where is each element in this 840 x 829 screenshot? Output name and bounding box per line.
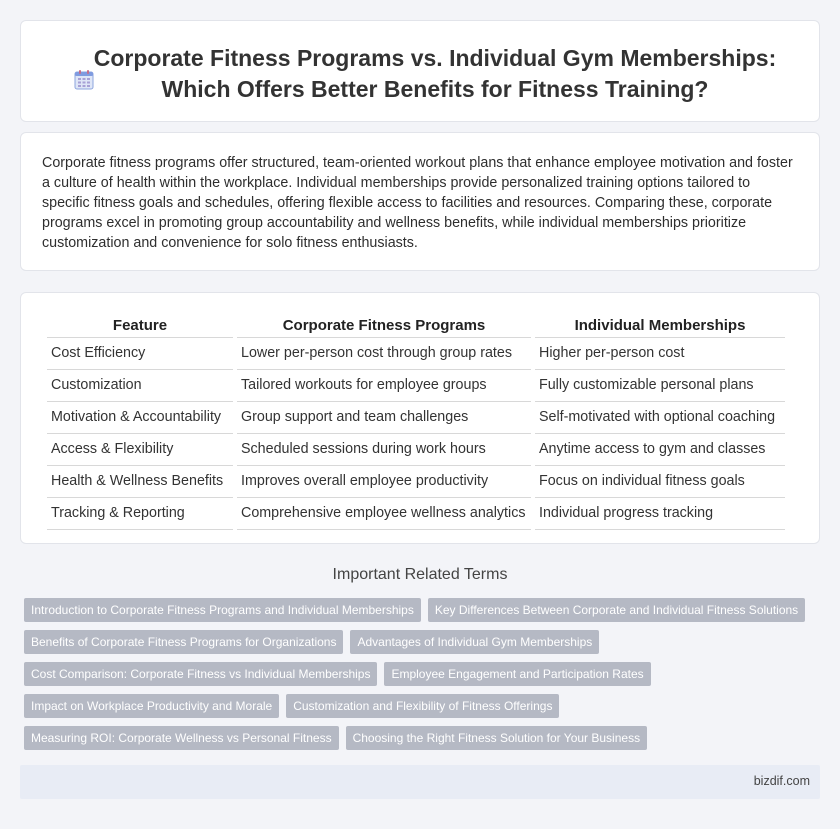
related-term-link[interactable]: Introduction to Corporate Fitness Programs and Individual Memberships [24,598,421,622]
related-term-link[interactable]: Choosing the Right Fitness Solution for Your Business [346,726,648,750]
table-cell: Focus on individual fitness goals [535,466,785,498]
table-row [47,434,785,466]
table-row [47,498,785,530]
column-header-corporate: Corporate Fitness Programs [237,315,531,338]
table-row [47,466,785,498]
tag-row [24,662,824,686]
table-cell: Tailored workouts for employee groups [237,370,531,402]
table-cell: Customization [47,370,233,402]
comparison-card [20,292,820,544]
table-cell: Lower per-person cost through group rates [237,338,531,370]
related-term-link[interactable]: Benefits of Corporate Fitness Programs for Organizations [24,630,343,654]
table-cell: Anytime access to gym and classes [535,434,785,466]
table-cell: Improves overall employee productivity [237,466,531,498]
intro-paragraph: Corporate fitness programs offer structured, team-oriented workout plans that enhance employee motivation and foster a culture of health within the workplace. Individual memberships provide personalized training options tailored to specific fitness goals and schedules, offering flexible access to facilities and resources. Comparing these, corporate programs excel in promoting group accountability and wellness benefits, while individual memberships prioritize customization and convenience for solo fitness enthusiasts. [42,155,793,251]
related-terms-list [24,598,824,758]
title-wrap [21,43,819,105]
related-term-link[interactable]: Impact on Workplace Productivity and Morale [24,694,279,718]
related-term-link[interactable]: Customization and Flexibility of Fitness Offerings [286,694,559,718]
column-header-individual: Individual Memberships [535,315,785,338]
related-term-link[interactable]: Cost Comparison: Corporate Fitness vs Individual Memberships [24,662,377,686]
table-cell: Self-motivated with optional coaching [535,402,785,434]
table-cell: Scheduled sessions during work hours [237,434,531,466]
table-cell: Tracking & Reporting [47,498,233,530]
table-cell: Individual progress tracking [535,498,785,530]
table-cell: Comprehensive employee wellness analytics [237,498,531,530]
related-term-link[interactable]: Measuring ROI: Corporate Wellness vs Personal Fitness [24,726,339,750]
related-terms-heading: Important Related Terms [332,566,508,583]
title-card [20,20,820,122]
intro-card [20,132,820,271]
table-row [47,338,785,370]
site-name[interactable]: bizdif.com [753,774,810,788]
table-row [47,370,785,402]
table-cell: Health & Wellness Benefits [47,466,233,498]
related-term-link[interactable]: Employee Engagement and Participation Rates [384,662,650,686]
tag-row [24,694,824,718]
table-cell: Motivation & Accountability [47,402,233,434]
table-cell: Cost Efficiency [47,338,233,370]
table-header-row [47,315,785,338]
page-title: Corporate Fitness Programs vs. Individual Gym Memberships: Which Offers Better Benefits for Fitness Training? [93,45,777,102]
tag-row [24,598,824,622]
tag-row [24,726,824,750]
related-term-link[interactable]: Advantages of Individual Gym Memberships [350,630,599,654]
column-header-feature: Feature [47,315,233,338]
table-cell: Higher per-person cost [535,338,785,370]
related-term-link[interactable]: Key Differences Between Corporate and Individual Fitness Solutions [428,598,805,622]
footer-bar [20,765,820,799]
comparison-table [43,315,789,530]
calendar-icon [73,69,95,91]
table-cell: Fully customizable personal plans [535,370,785,402]
tag-row [24,630,824,654]
table-cell: Group support and team challenges [237,402,531,434]
table-row [47,402,785,434]
table-cell: Access & Flexibility [47,434,233,466]
